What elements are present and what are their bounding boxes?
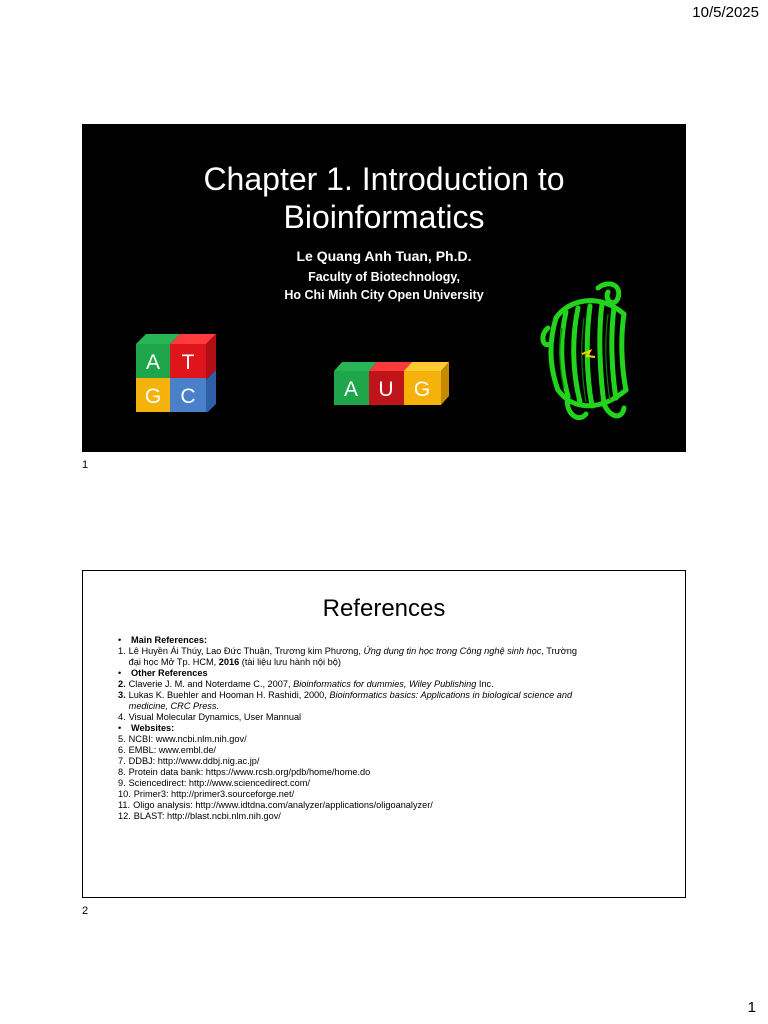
website-item bbox=[118, 800, 638, 811]
website-item bbox=[118, 756, 638, 767]
codon-u: U bbox=[378, 378, 394, 401]
nucleotide-t: T bbox=[181, 351, 195, 374]
references-list bbox=[118, 635, 638, 822]
ref-title-suffix: , Trường bbox=[541, 646, 578, 656]
ref-number: 6. bbox=[118, 745, 126, 755]
ref-number: 2. bbox=[118, 679, 126, 689]
ref-number: 9. bbox=[118, 778, 126, 788]
ref-text: Visual Molecular Dynamics, User Mannual bbox=[128, 712, 302, 722]
affiliation-line-1: Faculty of Biotechnology, bbox=[308, 270, 460, 284]
nucleotide-c: C bbox=[180, 385, 196, 408]
list-item bbox=[118, 646, 638, 668]
ref-text bbox=[129, 690, 638, 712]
ref-number: 11. bbox=[118, 800, 131, 810]
website-item bbox=[118, 745, 638, 756]
heading-line-1: Chapter 1. Introduction to bbox=[203, 161, 565, 197]
ref-institution: đại học Mở Tp. HCM, bbox=[128, 657, 219, 667]
website-ddbj: DDBJ: http://www.ddbj.nig.ac.jp/ bbox=[128, 756, 260, 766]
ref-number: 7. bbox=[118, 756, 126, 766]
bullet-icon: • bbox=[118, 668, 122, 678]
website-ncbi: NCBI: www.ncbi.nlm.nih.gov/ bbox=[128, 734, 247, 744]
ref-number: 3. bbox=[118, 690, 126, 700]
website-item bbox=[118, 767, 638, 778]
website-sciencedirect: Sciencedirect: http://www.sciencedirect.com/ bbox=[128, 778, 310, 788]
main-references-label: Main References: bbox=[131, 635, 208, 645]
slide-1-number: 1 bbox=[82, 459, 89, 471]
heading-line-2: Bioinformatics bbox=[283, 199, 485, 235]
list-item bbox=[118, 712, 638, 723]
ref-title: Bioinformatics basics: Applications in biological science and bbox=[329, 690, 573, 700]
ref-number: 8. bbox=[118, 767, 126, 777]
ref-authors: Lê Huyền Ái Thúy, Lao Đức Thuận, Trương kim Phương, bbox=[128, 646, 364, 656]
website-item bbox=[118, 778, 638, 789]
codon-blocks-icon bbox=[332, 359, 452, 407]
ref-authors: Lukas K. Buehler and Hooman H. Rashidi, 2000, bbox=[128, 690, 330, 700]
ref-year: 2016 bbox=[218, 657, 240, 667]
list-item bbox=[118, 679, 638, 690]
slide-1-title bbox=[82, 124, 686, 452]
nucleotide-a: A bbox=[145, 351, 161, 374]
ref-number: 1. bbox=[118, 646, 126, 656]
list-item bbox=[118, 723, 638, 734]
protein-ribbon-icon bbox=[538, 278, 638, 430]
ref-publisher: , Wiley Publishing bbox=[403, 679, 477, 689]
ref-authors: Claverie J. M. and Noterdame C., 2007, bbox=[128, 679, 294, 689]
author-name: Le Quang Anh Tuan, Ph.D. bbox=[296, 248, 472, 264]
ref-number: 4. bbox=[118, 712, 126, 722]
website-embl: EMBL: www.embl.de/ bbox=[128, 745, 216, 755]
website-blast: BLAST: http://blast.ncbi.nlm.nih.gov/ bbox=[133, 811, 281, 821]
slide-1-heading bbox=[82, 160, 686, 236]
website-item bbox=[118, 811, 638, 822]
ref-text bbox=[129, 679, 638, 690]
ref-title: Ứng dụng tin học trong Công nghệ sinh học bbox=[363, 646, 542, 656]
websites-label: Websites: bbox=[131, 723, 175, 733]
website-pdb: Protein data bank: https://www.rcsb.org/pdb/home/home.do bbox=[128, 767, 371, 777]
website-item bbox=[118, 789, 638, 800]
ref-text bbox=[129, 646, 638, 668]
ref-note: (tài liệu lưu hành nội bộ) bbox=[239, 657, 341, 667]
website-item bbox=[118, 734, 638, 745]
bullet-icon: • bbox=[118, 635, 122, 645]
nucleotide-g: G bbox=[144, 385, 162, 408]
codon-a: A bbox=[343, 378, 359, 401]
bullet-icon: • bbox=[118, 723, 122, 733]
codon-g: G bbox=[413, 378, 431, 401]
ref-suffix: Inc. bbox=[476, 679, 494, 689]
references-heading: References bbox=[322, 595, 446, 622]
list-item bbox=[118, 635, 638, 646]
ref-number: 12. bbox=[118, 811, 131, 821]
ref-number: 10. bbox=[118, 789, 131, 799]
slide-2-references bbox=[82, 570, 686, 898]
other-references-label: Other References bbox=[131, 668, 208, 678]
list-item bbox=[118, 668, 638, 679]
website-oligo-analysis: Oligo analysis: http://www.idtdna.com/analyzer/applications/oligoanalyzer/ bbox=[133, 800, 433, 810]
list-item bbox=[118, 690, 638, 712]
dna-cube-icon bbox=[134, 330, 224, 412]
ref-number: 5. bbox=[118, 734, 126, 744]
affiliation-line-2: Ho Chi Minh City Open University bbox=[284, 288, 484, 302]
slide-2-number: 2 bbox=[82, 905, 89, 917]
website-primer3: Primer3: http://primer3.sourceforge.net/ bbox=[133, 789, 295, 799]
print-date: 10/5/2025 bbox=[692, 4, 759, 21]
page-number: 1 bbox=[747, 999, 756, 1016]
ref-title: Bioinformatics for dummies bbox=[293, 679, 404, 689]
ref-title-continued: medicine, CRC Press. bbox=[128, 701, 220, 711]
